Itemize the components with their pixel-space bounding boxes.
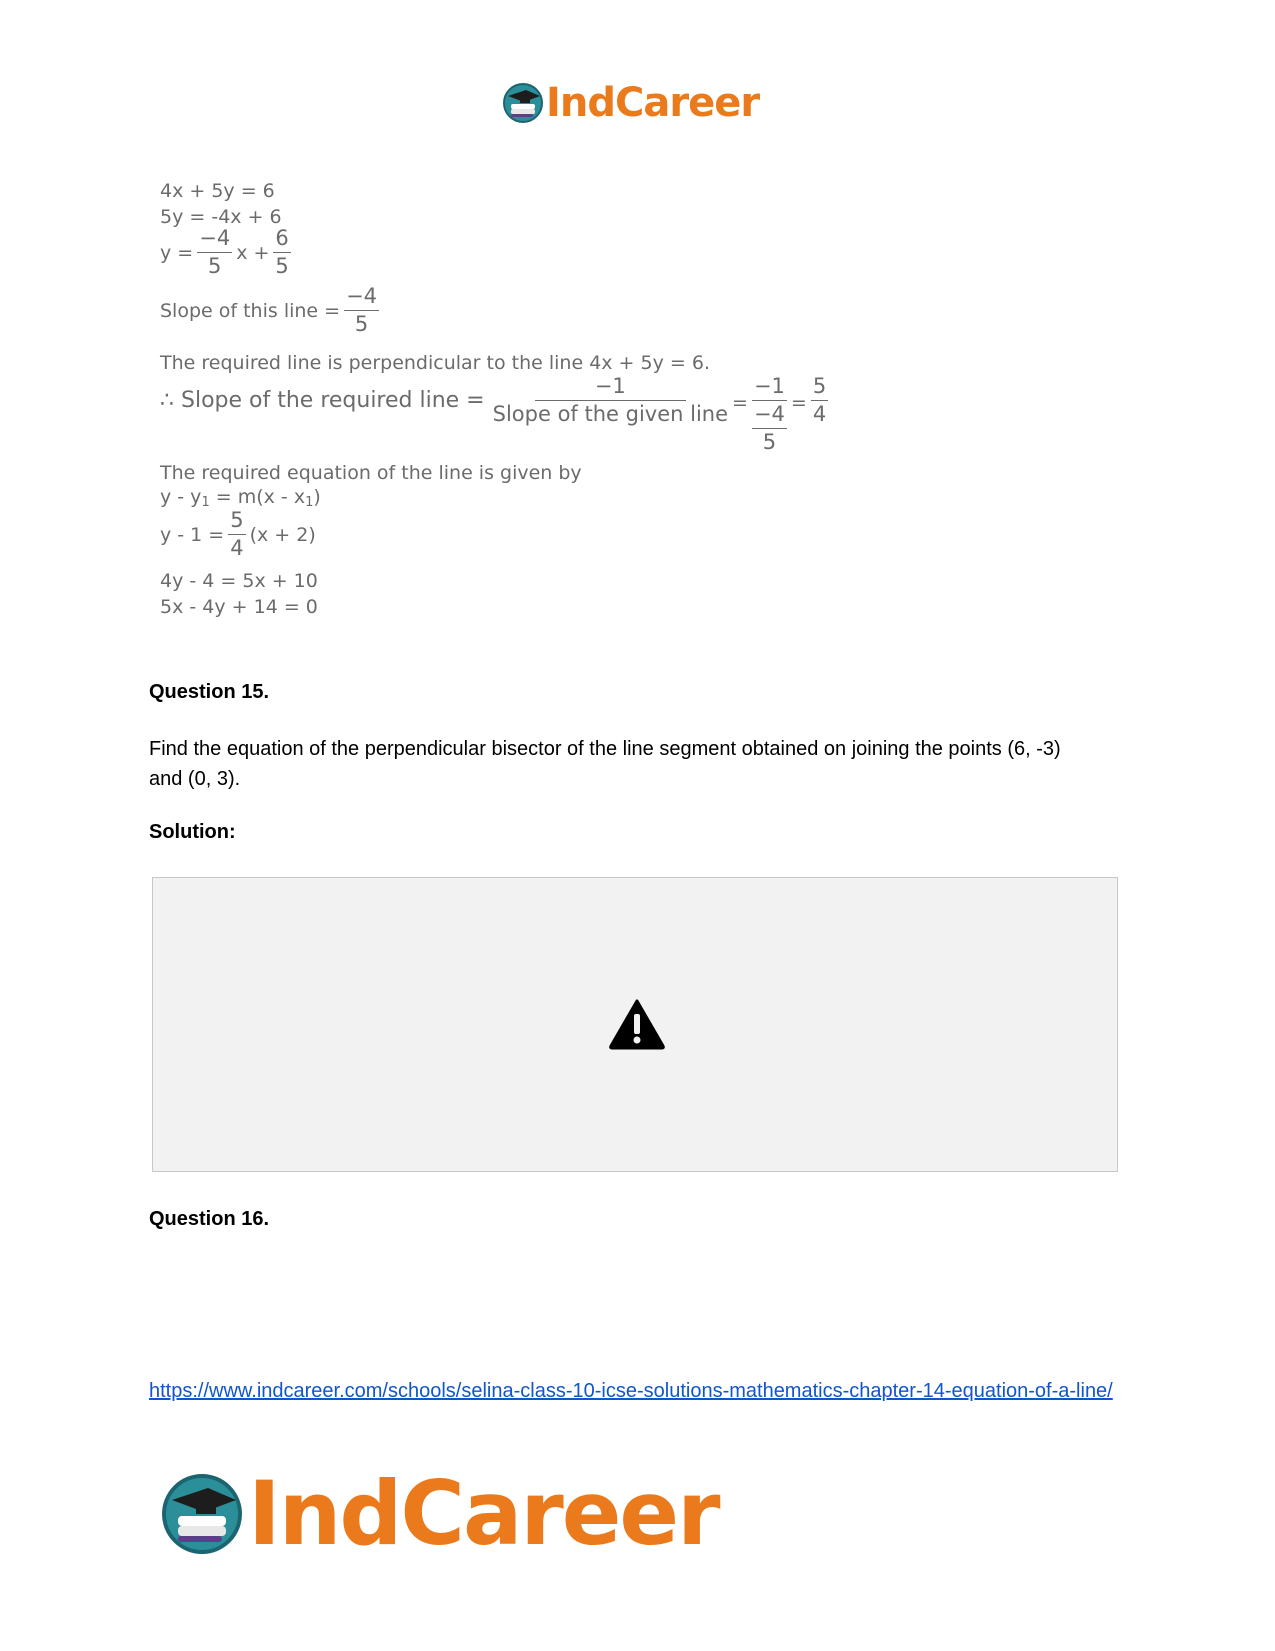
fraction-numerator: 5	[811, 376, 828, 401]
header-logo	[502, 80, 759, 126]
math-text: = m(x - x	[209, 486, 306, 508]
fraction	[752, 376, 787, 453]
math-line	[160, 486, 321, 508]
math-text: ∴ Slope of the required line =	[160, 388, 485, 413]
warning-icon	[608, 998, 666, 1050]
math-line	[160, 510, 316, 559]
subscript: 1	[201, 494, 210, 510]
math-line: The required line is perpendicular to the line 4x + 5y = 6.	[160, 352, 710, 374]
question-text: Find the equation of the perpendicular bisector of the line segment obtained on joining the points (6, -3) and (0, 3).	[149, 738, 1061, 790]
logo-text: IndCareer	[546, 80, 760, 126]
fraction	[273, 228, 290, 277]
math-text: =	[732, 392, 748, 414]
fraction-denominator	[752, 401, 787, 453]
logo-text: IndCareer	[248, 1462, 719, 1565]
fraction-numerator: −1	[535, 376, 686, 401]
question-heading: Question 16.	[149, 1208, 270, 1230]
math-line: 5y = -4x + 6	[160, 206, 282, 228]
math-line	[160, 376, 832, 453]
fraction-numerator: −1	[752, 376, 787, 401]
math-line	[160, 286, 383, 335]
fraction-denominator: 5	[275, 254, 289, 278]
subscript: 1	[305, 494, 314, 510]
fraction-denominator: 5	[354, 312, 369, 336]
source-link[interactable]: https://www.indcareer.com/schools/selina-class-10-icse-solutions-mathematics-chapter-14-equation-of-a-line/	[149, 1380, 1113, 1402]
math-text: x +	[236, 241, 270, 264]
fraction-numerator: 5	[228, 510, 245, 535]
fraction	[228, 510, 245, 559]
fraction	[344, 286, 379, 335]
math-line: 4y - 4 = 5x + 10	[160, 570, 318, 592]
math-text: y - y	[160, 486, 202, 508]
math-text: Slope of this line =	[160, 299, 341, 322]
math-text: )	[313, 486, 321, 508]
footer-logo	[160, 1462, 719, 1565]
fraction	[197, 228, 232, 277]
solution-label: Solution:	[149, 821, 236, 843]
fraction-denominator: 5	[208, 254, 222, 278]
fraction-denominator: 5	[762, 430, 777, 454]
math-text: y - 1 =	[160, 523, 225, 546]
fraction-denominator: 4	[230, 536, 244, 560]
math-text: =	[790, 392, 807, 414]
question-heading: Question 15.	[149, 681, 270, 703]
math-line: The required equation of the line is given by	[160, 462, 582, 484]
fraction-numerator: −4	[197, 228, 232, 253]
fraction	[493, 376, 728, 425]
math-line: 4x + 5y = 6	[160, 180, 275, 202]
fraction	[811, 376, 828, 425]
nested-fraction	[752, 404, 787, 453]
fraction-denominator: 4	[812, 402, 827, 426]
math-text: y =	[160, 241, 194, 264]
broken-image-placeholder	[152, 877, 1118, 1172]
fraction-denominator: Slope of the given line	[492, 402, 729, 426]
math-line: 5x - 4y + 14 = 0	[160, 596, 318, 618]
graduation-cap-book-icon	[502, 82, 544, 124]
math-text: (x + 2)	[249, 523, 316, 546]
math-line	[160, 228, 295, 277]
fraction-numerator: −4	[752, 404, 787, 429]
fraction-numerator: 6	[273, 228, 290, 253]
fraction-numerator: −4	[344, 286, 379, 311]
graduation-cap-book-icon	[160, 1472, 244, 1556]
